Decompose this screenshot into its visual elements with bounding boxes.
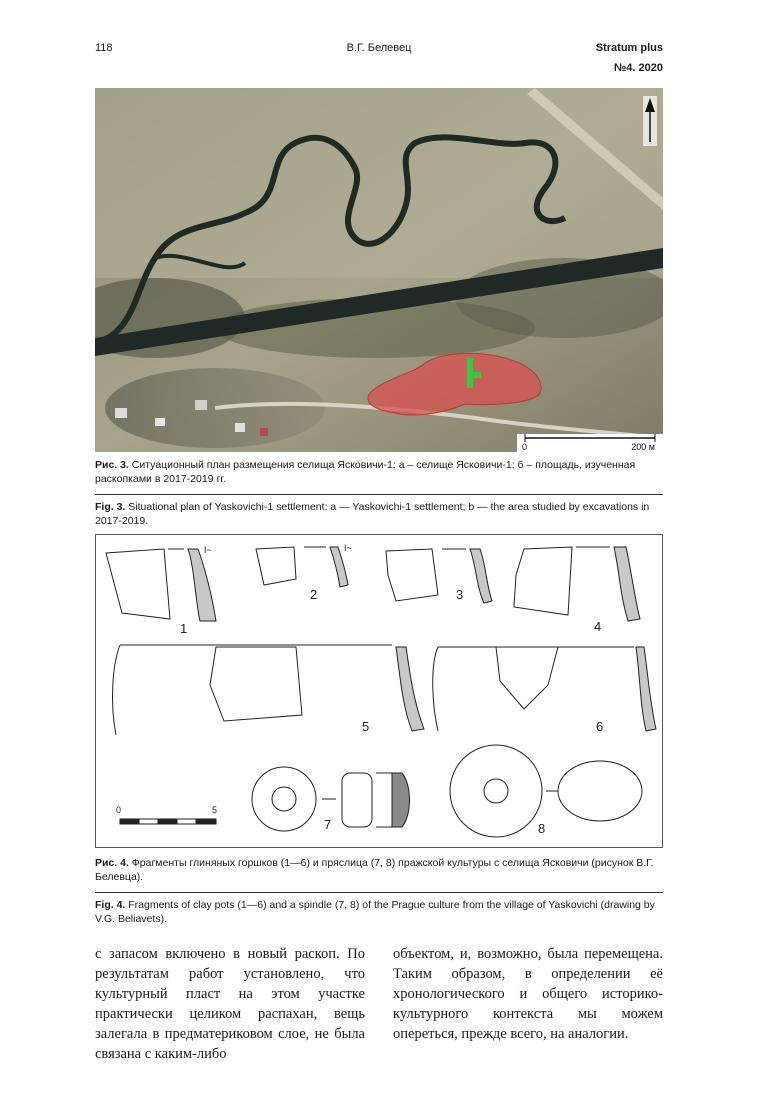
profile-mark: I~ <box>204 545 212 555</box>
figure-4-caption-ru <box>95 856 663 884</box>
profile-4 <box>614 547 640 621</box>
figure-4-drawings <box>95 534 663 848</box>
profile-mark: I~ <box>344 543 352 553</box>
north-arrow-icon <box>643 96 657 146</box>
caption-label: Рис. 4. <box>95 857 129 869</box>
spindle-whorl-7-section <box>392 773 410 827</box>
sherd-5 <box>210 647 302 721</box>
caption-divider <box>95 494 663 495</box>
figure-3-caption-en <box>95 500 663 528</box>
spindle-whorl-7-side <box>342 773 372 827</box>
satellite-image <box>95 88 663 452</box>
running-author: В.Г. Белевец <box>346 42 412 54</box>
figure-3-caption-ru <box>95 458 663 486</box>
sherd-1 <box>106 549 170 619</box>
page-number: 118 <box>95 42 113 54</box>
spindle-whorl-8-side <box>558 761 642 821</box>
caption-divider <box>95 892 663 893</box>
caption-label: Fig. 4. <box>95 899 126 911</box>
running-header <box>95 42 663 78</box>
caption-text: Fragments of clay pots (1—6) and a spindle (7, 8) of the Prague culture from the village of Yaskovichi (drawing by V.G. Beliavets). <box>95 899 655 925</box>
label-2: 2 <box>310 587 318 602</box>
label-7: 7 <box>324 817 332 832</box>
label-1: 1 <box>180 621 188 636</box>
scale-bar <box>116 805 217 824</box>
caption-text: Situational plan of Yaskovichi-1 settlement: a — Yaskovichi-1 settlement; b — the area studied by excavations in 2017-2019. <box>95 501 650 527</box>
caption-text: Ситуационный план размещения селища Ясковичи-1: а – селище Ясковичи-1; б – площадь, изученная раскопками в 2017-2019 гг. <box>95 459 636 485</box>
scale-start-label: 0 <box>116 805 122 815</box>
label-8: 8 <box>538 821 546 836</box>
label-5: 5 <box>362 719 370 734</box>
caption-label: Рис. 3. <box>95 459 129 471</box>
profile-1 <box>188 549 216 621</box>
figure-4-caption-en <box>95 898 663 926</box>
body-column-left: с запасом включено в новый раскоп. По результатам работ установлено, что культурный пласт на этом участке практически целиком распахан, вещь залегала в предматериковом слое, не была связана с каким-либо <box>95 946 365 1062</box>
profile-2 <box>330 547 348 587</box>
caption-text: Фрагменты глиняных горшков (1—6) и пряслица (7, 8) пражской культуры с селища Ясковичи (рисунок В.Г. Белевца). <box>95 857 654 883</box>
journal-issue: №4. 2020 <box>614 62 663 74</box>
profile-5 <box>396 647 424 731</box>
label-6: 6 <box>596 719 604 734</box>
sherd-4 <box>514 547 572 615</box>
sherd-2 <box>256 547 296 585</box>
caption-label: Fig. 3. <box>95 501 126 513</box>
body-column-right: объектом, и, возможно, была перемещена. Таким образом, в определении её хронологического и общего историко-культурного контекста мы можем опереться, прежде всего, на аналогии. <box>393 946 663 1042</box>
label-4: 4 <box>594 619 602 634</box>
sherd-6 <box>496 647 558 709</box>
profile-6 <box>636 647 656 731</box>
sherd-3 <box>386 549 438 601</box>
profile-3 <box>470 549 492 603</box>
spindle-whorl-7-top <box>252 767 316 831</box>
scale-end-label: 5 <box>212 805 218 815</box>
figure-3-satellite-map <box>95 88 663 452</box>
spindle-whorl-8-top <box>450 745 542 837</box>
scale-start-label: 0 <box>522 442 528 452</box>
scale-end-label: 200 м <box>631 442 655 452</box>
journal-title: Stratum plus <box>595 42 663 54</box>
label-3: 3 <box>456 587 464 602</box>
